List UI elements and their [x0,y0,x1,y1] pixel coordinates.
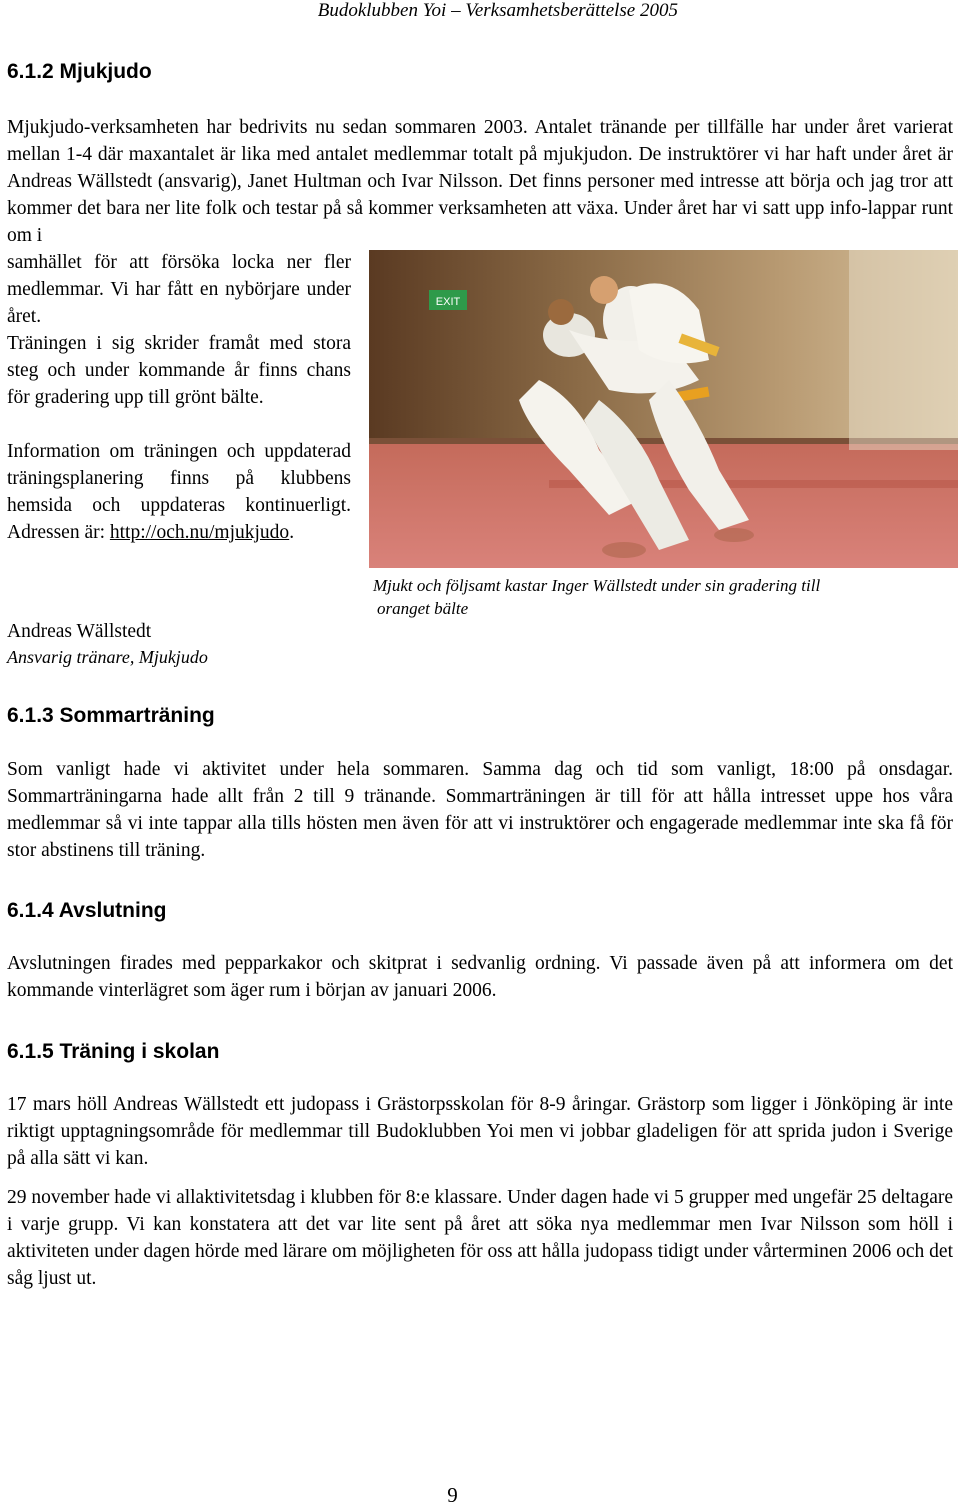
mjukjudo-website-link[interactable]: http://och.nu/mjukjudo [109,522,290,543]
running-header: Budoklubben Yoi – Verksamhetsberättelse 2005 [317,0,678,21]
signature-name: Andreas Wällstedt [7,621,152,642]
photo-caption-line-2: oranget bälte [377,599,469,618]
mjukjudo-side-paragraph-1: samhället för att försöka locka ner fler medlemmar. Vi har fått en nybörjare under året. [7,252,351,327]
judo-throw-photo [369,250,958,568]
mjukjudo-intro-paragraph: Mjukjudo-verksamheten har bedrivits nu sedan sommaren 2003. Antalet tränande per tillfälle har under året varierat mellan 1-4 där maxantalet är lika med antalet medlemmar totalt på mjukjudon. De instruktörer vi har haft under året är Andreas Wällstedt (ansvarig), Janet Hultman och Ivar Nilsson. Det finns personer med intresse att börja och jag tror att kommer det bara ner lite folk och testar på så kommer verksamheten att växa. Under året har vi satt upp info-lappar runt om i [7,117,953,246]
skolan-paragraph-2: 29 november hade vi allaktivitetsdag i klubben för 8:e klassare. Under dagen hade vi 5 grupper med ungefär 25 deltagare i varje grupp. Vi kan konstatera att det var lite sent på året att söka nya medlemmar men Ivar Nilsson som höll i aktiviteten under dagen hörde med lärare om möjligheten för oss att hålla judopass tidigt under vårterminen 2006 och det såg ljust ut. [7,1187,953,1289]
sommartraning-paragraph: Som vanligt hade vi aktivitet under hela sommaren. Samma dag och tid som vanligt, 18:00 på onsdagar. Sommarträningarna hade allt från 2 till 9 tränande. Sommarträningen är till för att hålla intresset uppe hos våra medlemmar så vi inte tappar alla tills hösten men även för att vi instruktörer och engagerade medlemmar inte ska få för stor abstinens till träning. [7,759,953,861]
heading-mjukjudo: 6.1.2 Mjukjudo [7,60,152,83]
exit-sign-text: EXIT [435,296,461,308]
mjukjudo-side-paragraph-3 [7,438,351,546]
photo-caption [373,574,933,620]
link-suffix: . [289,522,295,543]
mjukjudo-side-paragraph-2: Träningen i sig skrider framåt med stora steg och under kommande år finns chans för gradering upp till grönt bälte. [7,333,351,408]
signature-role: Ansvarig tränare, Mjukjudo [7,647,208,667]
mjukjudo-side-paragraph-3-text: Information om träningen och uppdaterad träningsplanering finns på klubbens hemsida och uppdateras kontinuerligt. Adressen är: [7,441,351,543]
page-number: 9 [447,1483,458,1507]
heading-avslutning: 6.1.4 Avslutning [7,899,167,922]
skolan-paragraph-1: 17 mars höll Andreas Wällstedt ett judopass i Grästorpsskolan för 8-9 åringar. Grästorp som ligger i Jönköping är inte riktigt upptagningsområde för medlemmar till Budoklubben Yoi men vi jobbar gladeligen för att sprida judon i Sverige på alla sätt vi kan. [7,1094,953,1169]
avslutning-paragraph: Avslutningen firades med pepparkakor och skitprat i sedvanlig ordning. Vi passade även på att informera om det kommande vinterlägret som äger rum i början av januari 2006. [7,953,953,1001]
heading-traning-i-skolan: 6.1.5 Träning i skolan [7,1040,220,1063]
heading-sommartraning: 6.1.3 Sommarträning [7,704,215,727]
photo-caption-line-1: Mjukt och följsamt kastar Inger Wällstedt under sin gradering till [373,576,821,595]
judo-photo-illustration [369,250,958,568]
